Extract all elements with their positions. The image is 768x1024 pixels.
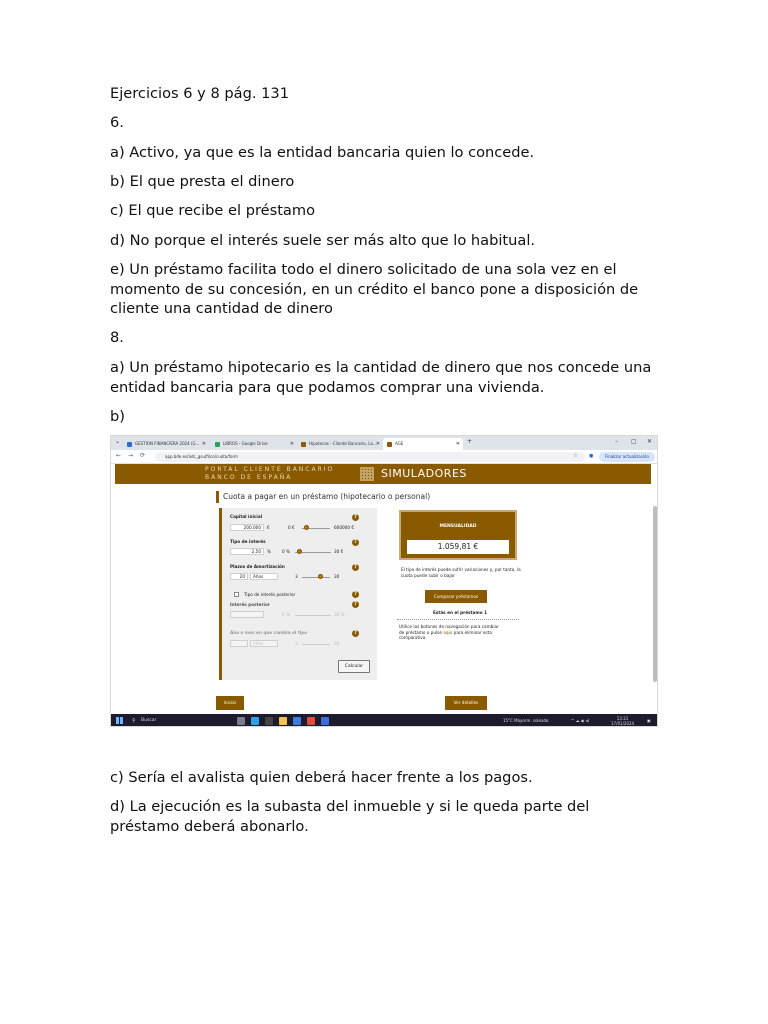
monthly-payment-value: 1.059,81 €: [407, 540, 509, 554]
doc-icon: [127, 442, 132, 447]
answer-6a: a) Activo, ya que es la entidad bancaria quien lo concede.: [110, 144, 535, 161]
interest-unit: %: [267, 549, 271, 554]
answer-6e: e) Un préstamo facilita todo el dinero solicitado de una sola vez en el momento de su concesión, en un crédito el banco pone a disposición de cliente una cantidad de dinero: [110, 261, 639, 317]
simulator-heading: Cuota a pagar en un préstamo (hipotecario o personal): [216, 491, 430, 503]
tab-list-dropdown[interactable]: ⌄: [115, 438, 121, 445]
help-icon[interactable]: ?: [352, 630, 359, 637]
tab-label: LIBROS - Google Drive: [223, 441, 268, 446]
question-6-number: 6.: [110, 114, 124, 131]
later-rate-min: 0 %: [282, 612, 290, 617]
later-rate-check-label: Tipo de interés posterior: [244, 592, 296, 597]
profile-icon[interactable]: ●: [589, 453, 594, 459]
later-rate-slider[interactable]: [295, 615, 331, 616]
close-icon[interactable]: ✕: [201, 441, 206, 447]
task-view-icon[interactable]: [237, 717, 245, 725]
interest-label: Tipo de interés: [230, 539, 266, 544]
later-rate-input[interactable]: [230, 611, 264, 618]
monthly-payment-box: [399, 510, 517, 560]
clock-time: 13:21: [616, 716, 629, 721]
change-year-label: Año o mes en que cambia el tipo: [230, 630, 308, 635]
tab-label: GESTION FINANCIERA 2024 (G...: [135, 441, 200, 446]
browser-tab-1[interactable]: [123, 438, 209, 450]
answer-8d: d) La ejecución es la subasta del inmueble y si le queda parte del préstamo deberá abonarlo.: [110, 798, 590, 835]
later-rate-max: 30 %: [334, 612, 345, 617]
os-taskbar: [111, 714, 658, 727]
word-icon[interactable]: [321, 717, 329, 725]
term-slider-knob[interactable]: [318, 574, 323, 579]
capital-slider-knob[interactable]: [304, 525, 309, 530]
current-loan-label: Estás en el préstamo 1: [433, 610, 487, 615]
banner-brand: [205, 466, 334, 482]
browser-tab-bar: [111, 436, 658, 450]
term-max: 30: [334, 574, 340, 579]
browser-tab-2[interactable]: [211, 438, 297, 450]
later-rate-label: Interés posterior: [230, 602, 270, 607]
taskbar-search-label: Buscar: [141, 718, 157, 723]
banner-brand-bottom: BANCO DE ESPAÑA: [205, 474, 293, 481]
back-button[interactable]: ←: [116, 452, 122, 459]
help-icon[interactable]: ?: [352, 564, 359, 571]
interest-max: 30 €: [334, 549, 344, 554]
minimize-button[interactable]: –: [615, 438, 618, 445]
navigation-note-text: Utilice los botones de navegación para cambiar de préstamo o pulse: [399, 624, 499, 635]
question-8-number: 8.: [110, 329, 124, 346]
details-button[interactable]: Ver detalles: [445, 696, 487, 710]
forward-button[interactable]: →: [128, 452, 134, 459]
change-year-input[interactable]: [230, 640, 248, 647]
capital-min: 0 €: [288, 525, 295, 530]
site-banner: [115, 464, 651, 484]
compare-loans-button[interactable]: Comparar préstamos: [425, 590, 487, 603]
system-tray-icons[interactable]: ^ ☁ ◉ ◂): [571, 718, 590, 723]
rate-note: El tipo de interés puede sufrir variaciones y, por tanto, la cuota puede subir o bajar: [401, 567, 521, 578]
term-slider[interactable]: [302, 577, 330, 578]
close-icon[interactable]: ✕: [455, 441, 460, 447]
weather-widget[interactable]: 15°C Mayorm. soleado: [503, 718, 549, 723]
windows-start-icon[interactable]: [116, 717, 123, 724]
banner-brand-top: PORTAL CLIENTE BANCARIO: [205, 466, 335, 473]
term-unit-select[interactable]: Años: [250, 573, 278, 580]
tab-label: Hipotecas - Cliente Bancario, Lo...: [309, 441, 377, 446]
start-button[interactable]: Iniciar: [216, 696, 244, 710]
capital-unit: €: [267, 525, 270, 530]
navigation-note: [399, 624, 499, 641]
term-label: Plazos de Amortización: [230, 564, 285, 569]
answer-8a: a) Un préstamo hipotecario es la cantidad de dinero que nos concede una entidad bancaria para que podamos comprar una vivienda.: [110, 359, 652, 396]
interest-input[interactable]: 2,50: [230, 548, 264, 555]
notifications-icon[interactable]: ▣: [647, 718, 651, 723]
maximize-button[interactable]: ▢: [631, 438, 637, 445]
browser-tab-3[interactable]: [297, 438, 383, 450]
remove-comparison-link[interactable]: aquí: [443, 629, 453, 635]
help-icon[interactable]: ?: [352, 514, 359, 521]
document-heading: Ejercicios 6 y 8 pág. 131: [110, 85, 289, 102]
page-scrollbar[interactable]: [653, 506, 657, 682]
answer-6c: c) El que recibe el préstamo: [110, 202, 316, 219]
close-window-button[interactable]: ✕: [647, 438, 653, 445]
capital-input[interactable]: 200.000: [230, 524, 264, 531]
update-button[interactable]: Finalizar actualización: [599, 452, 655, 462]
banner-title: SIMULADORES: [381, 467, 467, 480]
change-min: 3: [295, 641, 298, 646]
term-input[interactable]: 20: [230, 573, 248, 580]
answer-6b: b) El que presta el dinero: [110, 173, 295, 190]
close-icon[interactable]: ✕: [375, 441, 380, 447]
later-rate-checkbox[interactable]: [234, 592, 239, 597]
monthly-payment-title: MENSUALIDAD: [439, 524, 477, 529]
edge-icon[interactable]: [251, 717, 259, 725]
loan-form: [219, 508, 377, 680]
interest-min: 0 %: [282, 549, 290, 554]
divider: [397, 619, 519, 620]
close-icon[interactable]: ✕: [289, 441, 294, 447]
term-min: 3: [295, 574, 298, 579]
help-icon[interactable]: ?: [352, 591, 359, 598]
answer-6d: d) No porque el interés suele ser más alto que lo habitual.: [110, 232, 536, 249]
mail-icon[interactable]: [293, 717, 301, 725]
new-tab-button[interactable]: +: [467, 438, 473, 445]
change-unit-select[interactable]: Años: [250, 640, 278, 647]
change-max: 30: [334, 641, 340, 646]
simulator-grid-icon: [360, 467, 374, 481]
capital-max: 600000 €: [334, 525, 354, 530]
interest-slider-knob[interactable]: [297, 549, 302, 554]
browser-address-bar: [111, 450, 658, 464]
browser-tab-4[interactable]: [383, 438, 463, 450]
bank-icon: [387, 442, 392, 447]
clock-date: 17/01/2024: [611, 721, 635, 726]
change-slider[interactable]: [302, 644, 330, 645]
answer-8c: c) Sería el avalista quien deberá hacer frente a los pagos.: [110, 769, 533, 786]
star-icon[interactable]: ☆: [573, 453, 578, 459]
capital-label: Capital inicial: [230, 514, 263, 519]
navigation-note-text-end: para eliminar esta comparativa: [399, 629, 492, 641]
bank-icon: [301, 442, 306, 447]
tab-label: AGE: [395, 441, 404, 446]
answer-8b: b): [110, 408, 125, 425]
chrome-icon[interactable]: [307, 717, 315, 725]
drive-icon: [215, 442, 220, 447]
search-icon: ⚲: [132, 718, 136, 724]
calculate-button[interactable]: Calcular: [338, 660, 370, 673]
clock[interactable]: [611, 716, 634, 726]
embedded-screenshot: [110, 435, 658, 727]
file-explorer-icon[interactable]: [279, 717, 287, 725]
help-icon[interactable]: ?: [352, 539, 359, 546]
widgets-icon[interactable]: [265, 717, 273, 725]
url-field[interactable]: app.bde.es/adc_gsu/fi/co/cuota/form: [155, 452, 585, 462]
taskbar-search[interactable]: [129, 716, 219, 726]
reload-button[interactable]: ⟳: [140, 452, 146, 459]
help-icon[interactable]: ?: [352, 601, 359, 608]
